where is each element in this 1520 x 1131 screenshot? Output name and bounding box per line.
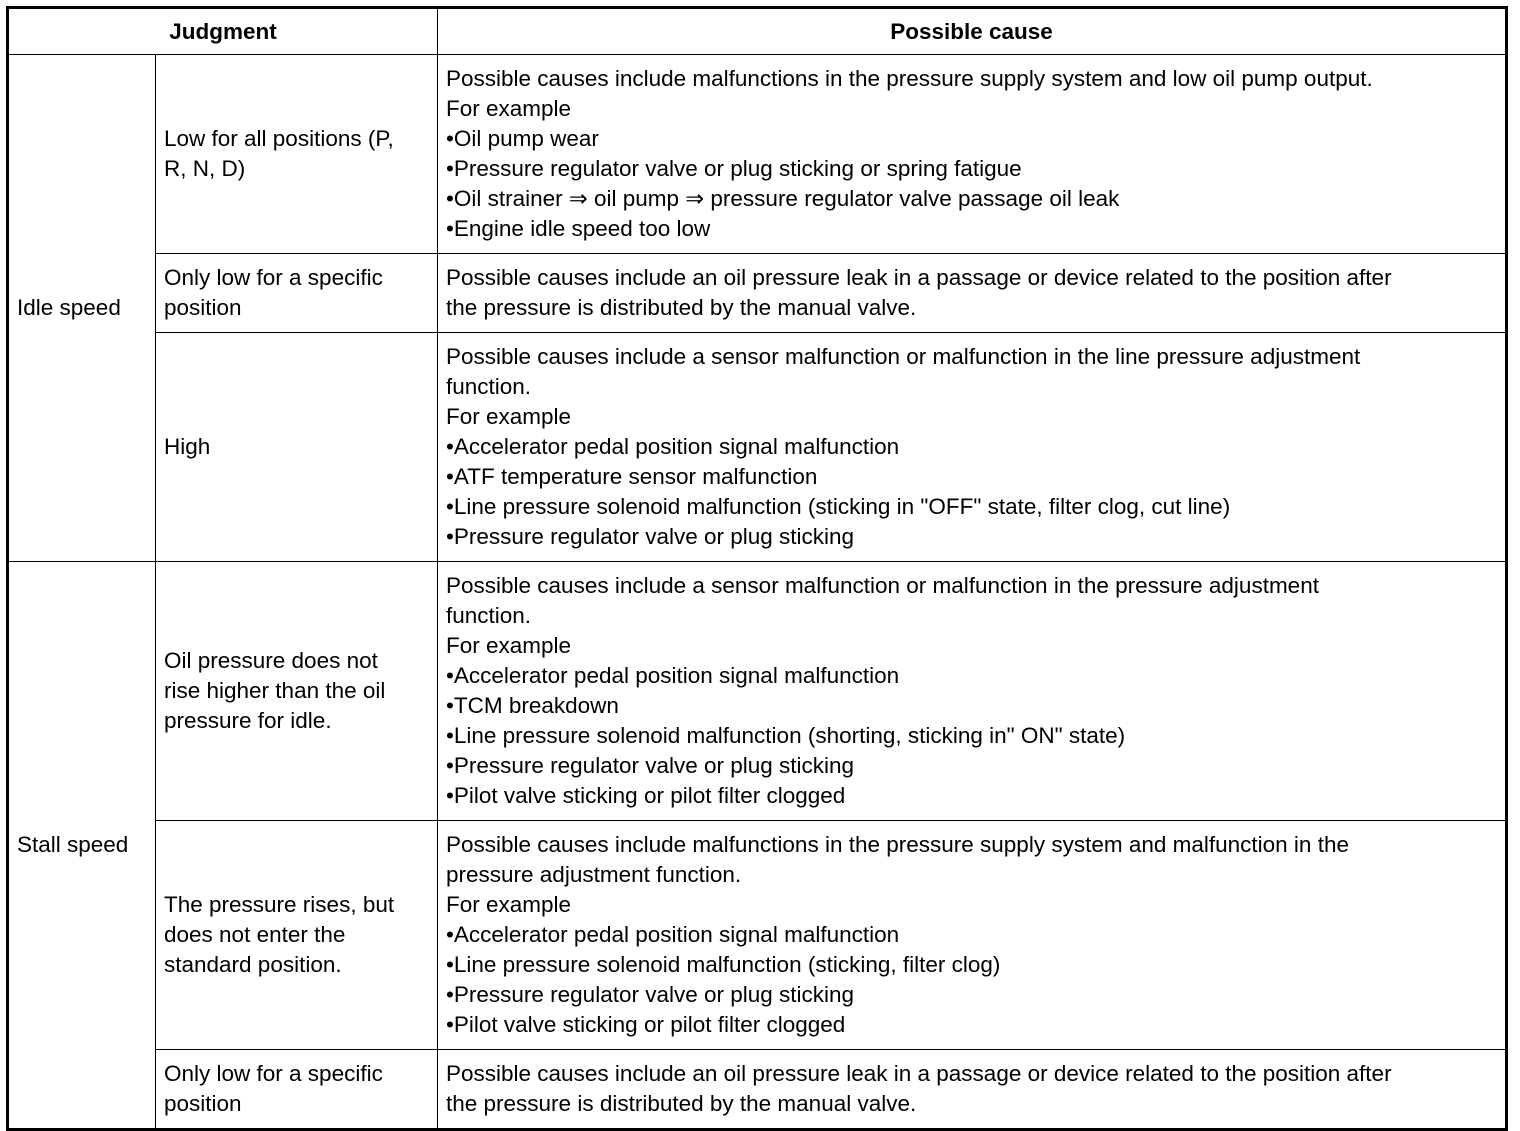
table-row (8, 254, 1507, 333)
table-row (8, 333, 1507, 562)
cause-line: •Pressure regulator valve or plug sticking (446, 524, 855, 549)
cause-line: Possible causes include a sensor malfunction or malfunction in the line pressure adjustment (446, 344, 1361, 369)
cause-line: Possible causes include an oil pressure leak in a passage or device related to the position after (446, 1061, 1392, 1086)
judgment-line: standard position. (164, 952, 342, 977)
judgment-cell (156, 55, 438, 254)
cause-line: •Engine idle speed too low (446, 216, 711, 241)
cause-line: •Pilot valve sticking or pilot filter clogged (446, 783, 846, 808)
judgment-line: pressure for idle. (164, 708, 332, 733)
cause-line: Possible causes include malfunctions in the pressure supply system and malfunction in the (446, 832, 1349, 857)
cause-line: •Accelerator pedal position signal malfunction (446, 922, 900, 947)
judgment-line: High (164, 434, 211, 459)
cause-line: For example (446, 404, 572, 429)
table-row (8, 1050, 1507, 1130)
cause-line: the pressure is distributed by the manual valve. (446, 1091, 917, 1116)
judgment-line: Low for all positions (P, (164, 126, 394, 151)
header-possible-cause: Possible cause (438, 8, 1507, 55)
judgment-cell (156, 562, 438, 821)
cause-line: For example (446, 633, 572, 658)
header-row (8, 8, 1507, 55)
table-row (8, 55, 1507, 254)
cause-line: •TCM breakdown (446, 693, 619, 718)
cause-line: •ATF temperature sensor malfunction (446, 464, 818, 489)
cause-line: •Pressure regulator valve or plug sticking (446, 753, 855, 778)
judgment-line: R, N, D) (164, 156, 246, 181)
judgment-line: does not enter the (164, 922, 346, 947)
judgment-cell (156, 254, 438, 333)
cause-cell (438, 821, 1507, 1050)
cause-line: •Pressure regulator valve or plug sticking or spring fatigue (446, 156, 1022, 181)
cause-line: •Line pressure solenoid malfunction (shorting, sticking in" ON" state) (446, 723, 1126, 748)
cause-line: •Line pressure solenoid malfunction (sticking in "OFF" state, filter clog, cut line) (446, 494, 1231, 519)
judgment-cell (156, 821, 438, 1050)
cause-line: •Oil pump wear (446, 126, 599, 151)
judgment-cell (156, 333, 438, 562)
judgment-line: Oil pressure does not (164, 648, 378, 673)
cause-line: •Pressure regulator valve or plug sticking (446, 982, 855, 1007)
group-label-stall-speed: Stall speed (8, 562, 156, 1130)
cause-cell (438, 1050, 1507, 1130)
cause-line: •Accelerator pedal position signal malfunction (446, 434, 900, 459)
cause-line: Possible causes include an oil pressure leak in a passage or device related to the position after (446, 265, 1392, 290)
cause-cell (438, 254, 1507, 333)
cause-cell (438, 333, 1507, 562)
table-row (8, 821, 1507, 1050)
cause-line: Possible causes include a sensor malfunction or malfunction in the pressure adjustment (446, 573, 1319, 598)
group-label-idle-speed: Idle speed (8, 55, 156, 562)
cause-line: function. (446, 603, 532, 628)
judgment-line: position (164, 295, 242, 320)
cause-line: •Pilot valve sticking or pilot filter clogged (446, 1012, 846, 1037)
cause-cell (438, 562, 1507, 821)
judgment-line: Only low for a specific (164, 265, 383, 290)
table-row (8, 562, 1507, 821)
cause-line: •Oil strainer ⇒ oil pump ⇒ pressure regulator valve passage oil leak (446, 186, 1120, 211)
judgment-cause-table (6, 6, 1508, 1131)
cause-line: •Accelerator pedal position signal malfunction (446, 663, 900, 688)
cause-line: pressure adjustment function. (446, 862, 742, 887)
judgment-line: rise higher than the oil (164, 678, 386, 703)
cause-line: For example (446, 892, 572, 917)
judgment-line: The pressure rises, but (164, 892, 395, 917)
header-judgment: Judgment (8, 8, 438, 55)
cause-line: function. (446, 374, 532, 399)
cause-line: Possible causes include malfunctions in the pressure supply system and low oil pump output. (446, 66, 1373, 91)
cause-line: the pressure is distributed by the manual valve. (446, 295, 917, 320)
cause-line: For example (446, 96, 572, 121)
judgment-line: Only low for a specific (164, 1061, 383, 1086)
judgment-line: position (164, 1091, 242, 1116)
judgment-cell (156, 1050, 438, 1130)
cause-line: •Line pressure solenoid malfunction (sticking, filter clog) (446, 952, 1001, 977)
cause-cell (438, 55, 1507, 254)
